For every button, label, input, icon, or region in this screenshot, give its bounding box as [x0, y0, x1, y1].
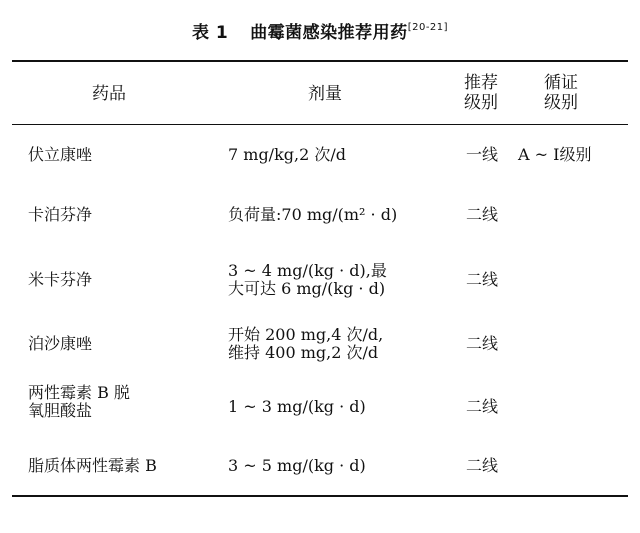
- row-3-dose: [228, 262, 387, 298]
- row-5-drug-line1: 两性霉素 B 脱: [28, 383, 130, 402]
- row-1-evidence: A ~ Ⅰ级别: [518, 145, 592, 164]
- row-3-dose-line2: 大可达 6 mg/(kg · d): [228, 279, 386, 298]
- row-5-dose: 1 ~ 3 mg/(kg · d): [228, 397, 366, 416]
- row-2-drug: 卡泊芬净: [28, 205, 93, 224]
- bottom-rule: [12, 495, 628, 497]
- table-title: 曲霉菌感染推荐用药: [250, 23, 408, 43]
- row-5-recommendation: 二线: [466, 397, 499, 416]
- row-4-recommendation: 二线: [466, 334, 499, 353]
- row-5-drug: [28, 384, 130, 420]
- header-recommendation-line2: 级别: [464, 93, 498, 113]
- table-label: 表 1: [191, 23, 229, 43]
- row-1-dose: 7 mg/kg,2 次/d: [228, 145, 346, 164]
- row-1-drug: 伏立康唑: [28, 145, 93, 164]
- header-recommendation-line1: 推荐: [464, 73, 498, 93]
- top-rule: [12, 60, 628, 62]
- header-rule: [12, 124, 628, 125]
- table-caption: [0, 18, 640, 43]
- row-3-dose-line1: 3 ~ 4 mg/(kg · d),最: [228, 261, 387, 280]
- table-reference: [20-21]: [407, 22, 449, 33]
- header-evidence-line1: 循证: [544, 73, 578, 93]
- row-1-recommendation: 一线: [466, 145, 499, 164]
- header-evidence: [544, 73, 578, 113]
- row-6-drug: 脂质体两性霉素 B: [28, 456, 157, 475]
- header-dose: 剂量: [308, 84, 342, 104]
- row-4-dose-line1: 开始 200 mg,4 次/d,: [228, 325, 384, 344]
- header-recommendation: [464, 73, 498, 113]
- row-3-recommendation: 二线: [466, 270, 499, 289]
- row-6-dose: 3 ~ 5 mg/(kg · d): [228, 456, 366, 475]
- row-4-dose-line2: 维持 400 mg,2 次/d: [228, 343, 379, 362]
- header-evidence-line2: 级别: [544, 93, 578, 113]
- row-6-recommendation: 二线: [466, 456, 499, 475]
- row-2-recommendation: 二线: [466, 205, 499, 224]
- row-5-drug-line2: 氧胆酸盐: [28, 401, 93, 420]
- row-2-dose: 负荷量:70 mg/(m² · d): [228, 205, 398, 224]
- row-4-dose: [228, 326, 383, 362]
- header-drug: 药品: [92, 84, 126, 104]
- row-3-drug: 米卡芬净: [28, 270, 93, 289]
- row-4-drug: 泊沙康唑: [28, 334, 93, 353]
